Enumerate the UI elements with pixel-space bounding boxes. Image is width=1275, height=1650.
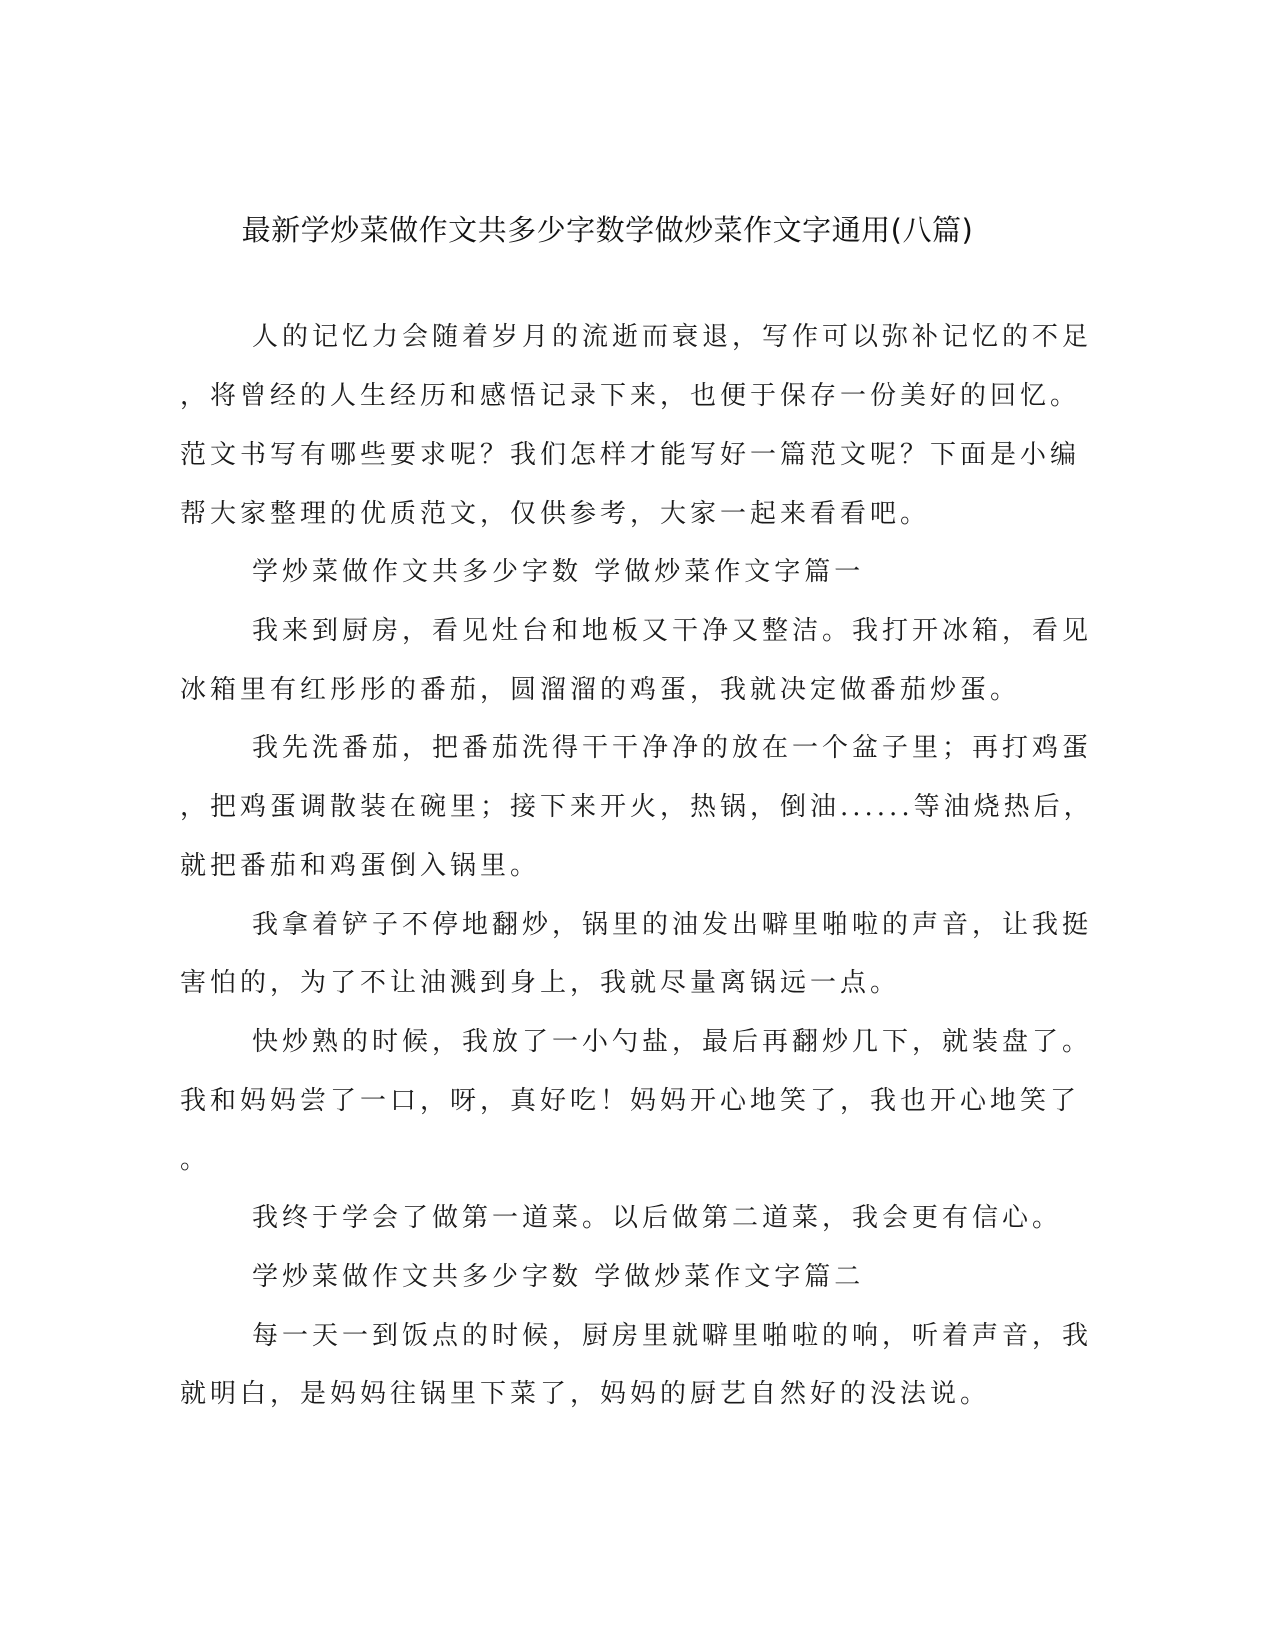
paragraph-line: 我终于学会了做第一道菜。以后做第二道菜，我会更有信心。 [252, 1203, 1063, 1233]
paragraph-line: 我来到厨房，看见灶台和地板又干净又整洁。我打开冰箱，看见 [252, 616, 1093, 646]
document-title: 最新学炒菜做作文共多少字数学做炒菜作文字通用(八篇) [241, 213, 974, 247]
paragraph-line: 就明白，是妈妈往锅里下菜了，妈妈的厨艺自然好的没法说。 [180, 1379, 991, 1409]
paragraph-line: ，将曾经的人生经历和感悟记录下来，也便于保存一份美好的回忆。 [180, 381, 1081, 411]
paragraph-line: 害怕的，为了不让油溅到身上，我就尽量离锅远一点。 [180, 968, 901, 998]
paragraph-line: 。 [180, 1145, 211, 1175]
paragraph-line: ，把鸡蛋调散装在碗里；接下来开火，热锅，倒油......等油烧热后， [180, 792, 1094, 822]
paragraph-line: 人的记忆力会随着岁月的流逝而衰退，写作可以弥补记忆的不足 [252, 322, 1093, 352]
paragraph-line: 冰箱里有红彤彤的番茄，圆溜溜的鸡蛋，我就决定做番茄炒蛋。 [180, 675, 1021, 705]
section-heading: 学炒菜做作文共多少字数 学做炒菜作文字篇二 [252, 1262, 865, 1292]
paragraph-line: 快炒熟的时候，我放了一小勺盐，最后再翻炒几下，就装盘了。 [252, 1027, 1093, 1057]
paragraph-line: 每一天一到饭点的时候，厨房里就噼里啪啦的响，听着声音，我 [252, 1321, 1093, 1351]
paragraph-line: 我先洗番茄，把番茄洗得干干净净的放在一个盆子里；再打鸡蛋 [252, 733, 1093, 763]
paragraph-line: 我和妈妈尝了一口，呀，真好吃！妈妈开心地笑了，我也开心地笑了 [180, 1086, 1081, 1116]
section-heading: 学炒菜做作文共多少字数 学做炒菜作文字篇一 [252, 557, 865, 587]
paragraph-line: 就把番茄和鸡蛋倒入锅里。 [180, 851, 541, 881]
paragraph-line: 范文书写有哪些要求呢？我们怎样才能写好一篇范文呢？下面是小编 [180, 440, 1081, 470]
paragraph-line: 我拿着铲子不停地翻炒，锅里的油发出噼里啪啦的声音，让我挺 [252, 910, 1093, 940]
paragraph-line: 帮大家整理的优质范文，仅供参考，大家一起来看看吧。 [180, 499, 931, 529]
